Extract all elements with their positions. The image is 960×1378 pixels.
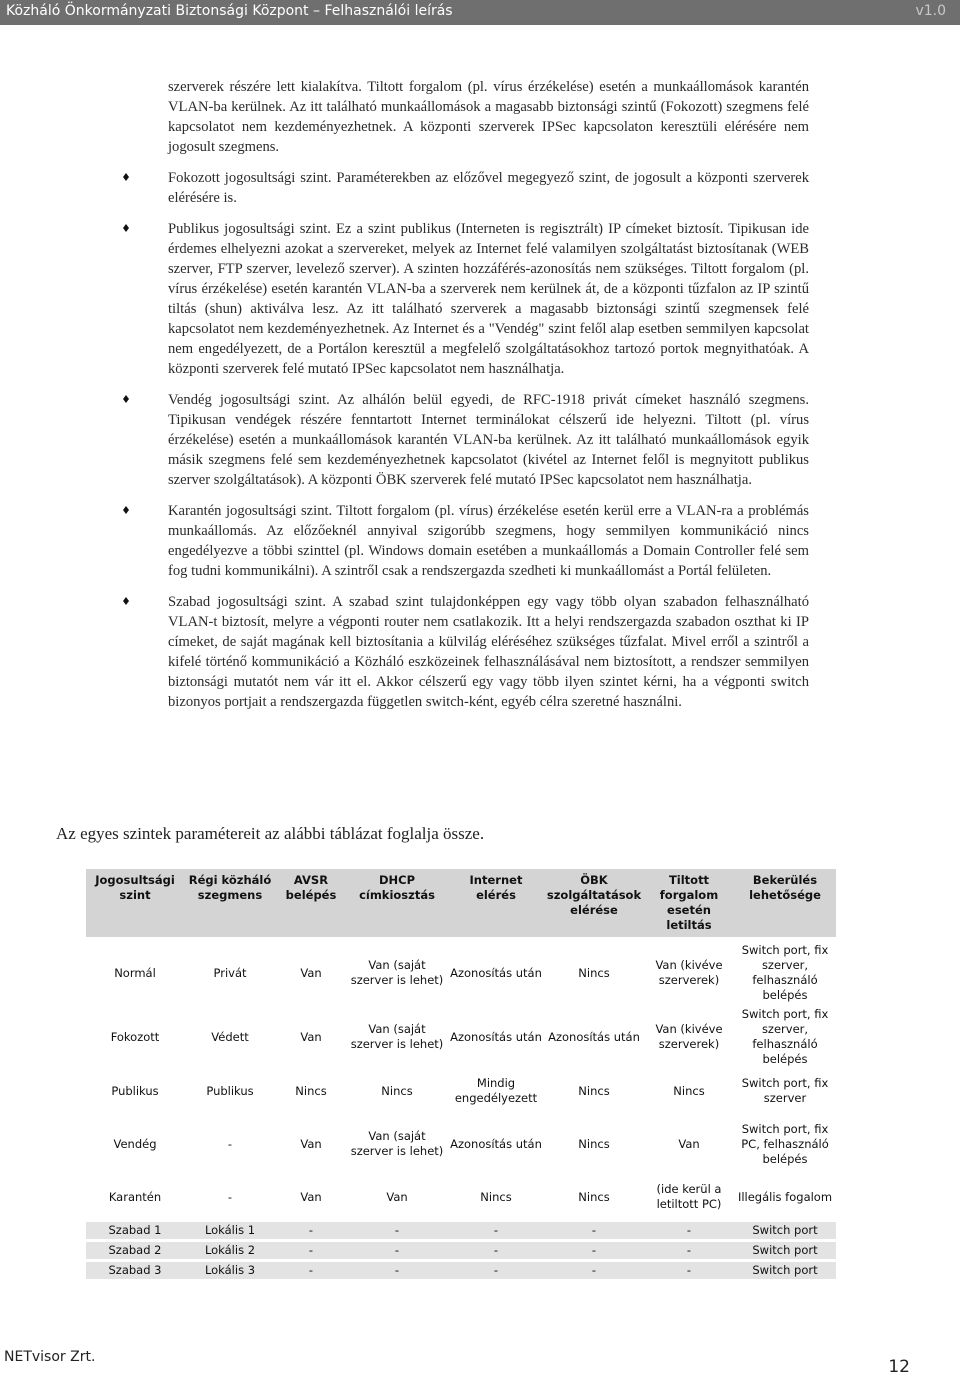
table-cell: - — [346, 1241, 448, 1261]
table-cell: - — [346, 1261, 448, 1280]
table-cell: Switch port, fix szerver, felhasználó belépés — [741, 943, 829, 1002]
table-row — [86, 1069, 836, 1113]
table-cell: Nincs — [578, 1189, 610, 1204]
table-row — [86, 1005, 836, 1069]
table-cell: Lokális 1 — [184, 1221, 276, 1241]
table-cell: - — [644, 1261, 734, 1280]
table-cell: - — [227, 1189, 233, 1204]
table-cell: Van (kivéve szerverek) — [655, 958, 723, 987]
table-header-row — [86, 869, 836, 939]
table-cell: Privát — [213, 965, 247, 980]
table-row — [86, 1113, 836, 1175]
list-item — [168, 592, 809, 712]
list-item-text: Vendég jogosultsági szint. Az alhálón belül egyedi, de RFC-1918 privát címeket használó szegmens. Tipikusan vendégek részére fenntartott Internet terminálokat célszerű ide helyezni. Tiltott (pl. vírus érzékelése) esetén a munkaállomások karantén VLAN-ba kerülnek. Az itt található munkaállomások egyik másik szegmens felé sem kezdeményezhetnek kapcsolatot (kivétel az Internet felől is megnyitott publikus szerver szolgáltatások). A központi ÖBK szerverek felé mutató IPSec kapcsolatot nem használhatja. — [168, 392, 809, 488]
list-item — [168, 390, 809, 490]
table-cell: - — [346, 1221, 448, 1241]
table-cell: Van (saját szerver is lehet) — [350, 1022, 444, 1051]
table-cell: - — [448, 1241, 544, 1261]
table-cell: Nincs — [578, 965, 610, 980]
table-cell: Van (kivéve szerverek) — [655, 1022, 723, 1051]
list-item-text: Publikus jogosultsági szint. Ez a szint publikus (Interneten is regisztrált) IP címeket biztosít. Tipikusan ide érdemes elhelyezni azokat a szervereket, melyek az Internet felé valamilyen szolgáltatást biztosítanak (WEB szerver, FTP szerver, levelező szerver). A szinten hozzáférés-azonosítás nem szükséges. Tiltott forgalom (pl. vírus érzékelése) esetén karantén VLAN-ba a szerverek nem kerülnek át, de a központi tűzfalon az IP szintű tiltás (shun) aktiválva lesz. Az itt található szerverek a magasabb biztonsági szintű szegmensek felé kapcsolatot nem kezdeményezhetnek. Az Internet és a "Vendég" szint felől alap esetben semmilyen kapcsolat nem engedélyezett, de a Portálon keresztül a megfelelő szolgáltatásokhoz tartozó portok megnyithatóak. A központi szerverek felé mutató IPSec kapcsolatot nem használhatja. — [168, 221, 809, 377]
table-cell: Switch port — [734, 1221, 836, 1241]
table-cell: Normál — [114, 965, 156, 980]
list-item — [168, 168, 809, 208]
list-item — [168, 219, 809, 379]
table-cell: - — [227, 1136, 233, 1151]
page-number: 12 — [888, 1357, 910, 1377]
table-cell: Nincs — [480, 1189, 512, 1204]
diamond-bullet-icon — [123, 224, 129, 232]
table-cell: Karantén — [108, 1189, 162, 1204]
table-row — [86, 1221, 836, 1241]
column-header: Internet elérés — [448, 869, 544, 939]
table-cell: Azonosítás után — [548, 1029, 640, 1044]
column-header: DHCP címkiosztás — [346, 869, 448, 939]
table-row — [86, 1241, 836, 1261]
table-cell: Szabad 3 — [86, 1261, 184, 1280]
table-cell: - — [544, 1221, 644, 1241]
table-cell: Switch port — [734, 1261, 836, 1280]
table-cell: Publikus — [206, 1083, 254, 1098]
table-row — [86, 939, 836, 1005]
table-cell: Van (saját szerver is lehet) — [350, 1129, 444, 1158]
table-cell: - — [276, 1241, 346, 1261]
table-cell: Switch port — [734, 1241, 836, 1261]
table-cell: Van — [300, 1136, 322, 1151]
table-cell: Nincs — [673, 1083, 705, 1098]
table-cell: - — [276, 1261, 346, 1280]
table-cell: Fokozott — [110, 1029, 160, 1044]
column-header: AVSR belépés — [276, 869, 346, 939]
table-cell: - — [644, 1241, 734, 1261]
diamond-bullet-icon — [123, 597, 129, 605]
table-cell: Illegális fogalom — [737, 1189, 833, 1204]
table-cell: - — [544, 1261, 644, 1280]
table-cell: Nincs — [381, 1083, 413, 1098]
list-item-text: Karantén jogosultsági szint. Tiltott forgalom (pl. vírus) érzékelése esetén kerül erre a VLAN-ra a problémás munkaállomás. Az előzőeknél annyival szigorúbb szegmens, hogy semmilyen kommunikáció nincs engedélyezve a többi szinttel (pl. Windows domain esetében a munkaállomás a Domain Controller felé sem fog tudni kommunikálni). A szintről csak a rendszergazda szedheti ki munkaállomást a Portál felületen. — [168, 503, 809, 579]
table-cell: Van — [300, 965, 322, 980]
parameters-table — [86, 869, 836, 1279]
table-cell: (ide kerül a letiltott PC) — [656, 1182, 722, 1211]
table-cell: Van (saját szerver is lehet) — [350, 958, 444, 987]
table-cell: Védett — [211, 1029, 249, 1044]
table-cell: - — [448, 1261, 544, 1280]
continuation-paragraph: szerverek részére lett kialakítva. Tiltott forgalom (pl. vírus érzékelése) esetén a munkaállomások karantén VLAN-ba kerülnek. Az itt található munkaállomások a magasabb biztonsági szintű (Fokozott) szegmens felé kapcsolatot nem kezdeményezhetnek. A központi szerverek IPSec kapcsolaton keresztüli elérésére nem jogosult szegmens. — [168, 79, 809, 155]
table-intro: Az egyes szintek paramétereit az alábbi táblázat foglalja össze. — [56, 824, 485, 843]
table-cell: - — [276, 1221, 346, 1241]
table-cell: Van — [678, 1136, 700, 1151]
table-cell: Azonosítás után — [450, 1136, 542, 1151]
table-cell: Nincs — [578, 1083, 610, 1098]
column-header: Bekerülés lehetősége — [734, 869, 836, 939]
list-item-text: Szabad jogosultsági szint. A szabad szint tulajdonképpen egy vagy több olyan szabadon felhasználható VLAN-t biztosít, melyre a végponti router nem csatlakozik. Itt a helyi rendszergazda szabadon oszthat ki IP címeket, de saját magának kell biztosítania a külvilág eléréséhez szükséges tűzfalat. Mivel erről a szintről a kifelé történő kommunikáció a Közháló eszközeinek felhasználásával nem biztosított, a rendszer semmilyen biztonsági mutatót nem vár itt el. Akkor célszerű egy vagy több ilyen szintet kérni, ha a végponti switch bizonyos portjait a rendszergazda független switch-ként, egyéb célra szeretné használni. — [168, 594, 809, 710]
table-cell: Azonosítás után — [450, 965, 542, 980]
list-item — [168, 501, 809, 581]
table-cell: Azonosítás után — [450, 1029, 542, 1044]
body-text — [168, 77, 809, 723]
table-row — [86, 1175, 836, 1221]
table-cell: Lokális 2 — [184, 1241, 276, 1261]
list-item-text: Fokozott jogosultsági szint. Paraméterekben az előzővel megegyező szint, de jogosult a központi szerverek elérésére is. — [168, 170, 809, 206]
document-title: Közháló Önkormányzati Biztonsági Központ – Felhasználói leírás — [6, 3, 453, 19]
table-cell: Lokális 3 — [184, 1261, 276, 1280]
table-cell: Vendég — [113, 1136, 157, 1151]
table-cell: Switch port, fix szerver, felhasználó belépés — [741, 1007, 829, 1066]
table-cell: - — [644, 1221, 734, 1241]
table-cell: Nincs — [578, 1136, 610, 1151]
table-cell: Switch port, fix szerver — [741, 1076, 829, 1105]
table-cell: Mindig engedélyezett — [454, 1076, 538, 1105]
table-cell: - — [448, 1221, 544, 1241]
table-cell: Publikus — [111, 1083, 159, 1098]
page-header — [0, 0, 960, 25]
column-header: ÖBK szolgáltatások elérése — [544, 869, 644, 939]
table-cell: Szabad 2 — [86, 1241, 184, 1261]
table-row — [86, 1261, 836, 1280]
document-version: v1.0 — [915, 3, 946, 19]
table-cell: Van — [386, 1189, 408, 1204]
table-cell: Van — [300, 1189, 322, 1204]
column-header: Régi közháló szegmens — [184, 869, 276, 939]
diamond-bullet-icon — [123, 506, 129, 514]
diamond-bullet-icon — [123, 173, 129, 181]
table-cell: Van — [300, 1029, 322, 1044]
table-cell: Nincs — [295, 1083, 327, 1098]
table-cell: Szabad 1 — [86, 1221, 184, 1241]
table-cell: - — [544, 1241, 644, 1261]
column-header: Tiltott forgalom esetén letiltás — [644, 869, 734, 939]
column-header: Jogosultsági szint — [86, 869, 184, 939]
table-cell: Switch port, fix PC, felhasználó belépés — [741, 1121, 829, 1166]
diamond-bullet-icon — [123, 395, 129, 403]
footer-company: NETvisor Zrt. — [4, 1349, 96, 1365]
